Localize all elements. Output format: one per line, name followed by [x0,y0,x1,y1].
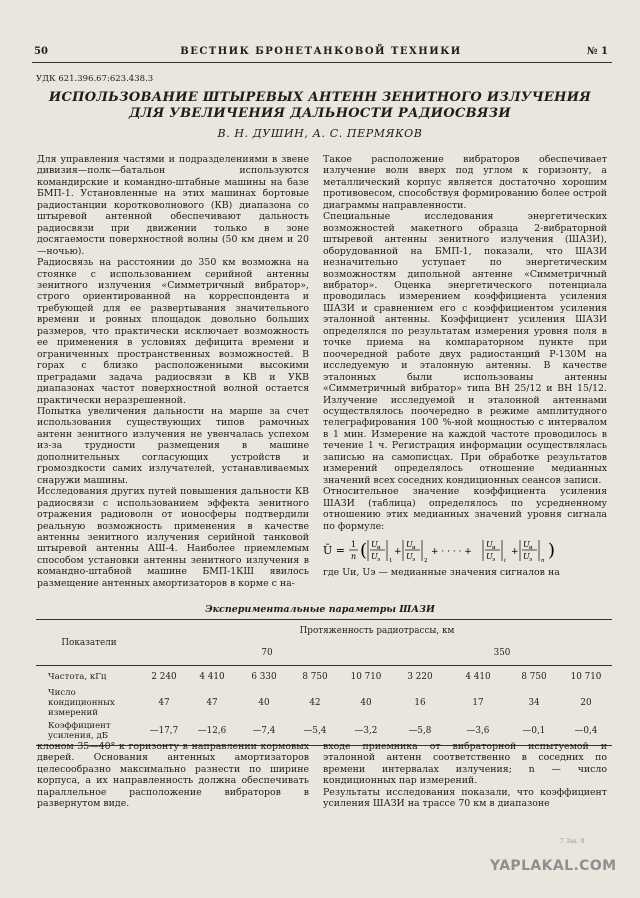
bottom-right-paragraph-1: входе приемника от вибраторной испытуемой и эталонной антенн соответственно в соседних по времени интервалах излучения; n — число кондиционных пар измерений. [323,741,607,787]
svg-text:э: э [492,556,496,563]
svg-text:+: + [511,546,519,557]
table-cell: 4 410 [199,671,225,682]
bottom-left-paragraph: клоном 35—40° к горизонту в направлении кормовых дверей. Основания антенных амортизаторов целесообразно максимально разнести по ширине корпуса, а их направленность должна обеспечивать параллельное расположение вибраторов в развернутом виде. [37,741,309,810]
svg-text:и: и [492,544,496,551]
table-cell: 6 330 [251,671,277,682]
table-cell-label: Частота, кГц [48,671,107,682]
table-cell: 40 [258,697,270,708]
table-cell: 8 750 [302,671,328,682]
header-rule [32,62,612,63]
article-title [40,90,600,122]
table-cell: —17,7 [149,726,179,737]
udk-code: УДК 621.396.67:623.438.3 [36,74,154,84]
table-cell: 40 [360,697,372,708]
table-cell: —5,8 [408,726,432,737]
table-span-header: Протяженность радиотрассы, км [299,625,455,636]
left-paragraph-4: Исследования других путей повышения дальности КВ радиосвязи с использованием эффекта зенитного отражения радиоволн от ионосферы подтвердили реальную возможность применения в качестве антенны зенитного излучения серийной танковой штыревой антенны АШ-4. Наиболее приемлемым способом установки антенны зенитного излучения в командно-штабной машине БМП-1КШ явилось размещение антенных амортизаторов в корме с на- [37,486,309,589]
formula-frac-num: 1 [351,539,357,549]
page-number: 50 [34,46,48,57]
parameters-table [36,619,612,746]
table-cell: 2 240 [151,671,177,682]
title-line-2: ДЛЯ УВЕЛИЧЕНИЯ ДАЛЬНОСТИ РАДИОСВЯЗИ [129,106,511,121]
svg-text:и: и [529,544,533,551]
svg-text:U: U [486,551,493,561]
watermark: YAPLAKAL.COM [490,858,617,874]
bottom-left-column [37,741,309,831]
bottom-right-column [323,741,607,831]
svg-text:U: U [486,539,493,549]
table-cell-label: Число кондиционных измерений [48,687,115,718]
table-cell: —5,4 [303,726,327,737]
table-cell: —3,6 [466,726,490,737]
svg-text:U: U [523,539,530,549]
table-row-header: Показатели [61,637,117,648]
left-paragraph-1: Для управления частями и подразделениями в звене дивизия—полк—батальон используются командирские и командно-штабные машины на базе БМП-1. Установленные на этих машинах бортовые радиостанции коротковолнового (КВ) диапазона со штыревой антенной обеспечивают дальность радиосвязи при движении только в зоне досягаемости поверхностной волны (50 км днем и 20—ночью). [37,154,309,257]
table-cell: 10 710 [350,671,382,682]
table-cell: 4 410 [465,671,491,682]
bottom-right-paragraph-2: Результаты исследования показали, что коэффициент усиления ШАЗИ на трассе 70 км в диапазоне [323,786,607,810]
right-paragraph-2: Специальные исследования энергетических возможностей макетного образца 2-вибраторной штыревой антенны зенитного излучения (ШАЗИ), оборудованной на БМП-1, показали, что ШАЗИ незначительно уступает по энергетическим возможностям дипольной антенне «Симметричный вибратор». Оценка энергетического потенциала проводилась измерением коэффициента усиления ШАЗИ и сравнением его с коэффициентом усиления эталонной антенны. Коэффициент усиления ШАЗИ определялся по результатам измерения уровня поля в точке приема на компараторном пункте при поочередной работе двух радиостанций Р-130М на исследуемую и эталонную антенны. В качестве эталонных были использованы антенны «Симметричный вибратор» типа ВН 25/12 и ВН 15/12. Излучение исследуемой и эталонной антеннами осуществлялось поочередно в режиме амплитудного телеграфирования 100 %-ной мощностью с интервалом в 1 мин. Измерение на каждой частоте проводилось в течение 1 ч. Регистрация информации осуществлялась записью на самописцах. При обработке результатов измерений определялось отношение медианных значений всех соседних кондиционных сеансов записи. [323,211,607,486]
table-cell: 34 [528,697,540,708]
left-paragraph-3: Попытка увеличения дальности на марше за счет использования существующих типов рамочных антенн зенитного излучения не увенчалась успехом из-за трудности размещения в машине дополнительных согласующих устройств и громоздкости самих излучателей, устанавливаемых снаружи машины. [37,405,309,486]
table-cell: 47 [206,697,218,708]
svg-text:э: э [377,556,381,563]
gain-formula [323,535,607,565]
title-line-1: ИСПОЛЬЗОВАНИЕ ШТЫРЕВЫХ АНТЕНН ЗЕНИТНОГО ИЗЛУЧЕНИЯ [48,90,592,105]
running-header [34,46,608,60]
table-cell: 8 750 [521,671,547,682]
right-paragraph-3: Относительное значение коэффициента усиления ШАЗИ (таблица) определялось по усредненному отношению этих медианных значений уровня сигнала по формуле: [323,486,607,532]
article-authors: В. Н. ДУШИН, А. С. ПЕРМЯКОВ [217,127,423,140]
svg-text:U: U [406,539,413,549]
table-group-350: 350 [493,648,511,659]
formula-graphic [323,535,603,565]
table-cell: 20 [580,697,592,708]
table-row [36,666,612,688]
svg-text:U: U [523,551,530,561]
table-cell: 47 [158,697,170,708]
issue-number: № 1 [586,46,608,57]
svg-text:(: ( [360,539,368,561]
formula-frac-den: n [351,551,357,561]
svg-text:U: U [371,539,378,549]
svg-text:2: 2 [424,557,428,564]
right-column [323,154,607,586]
svg-text:n: n [541,557,545,564]
left-column [37,154,309,590]
svg-text:): ) [548,539,556,561]
table-cell-label: Коэффициент усиления, дБ [48,721,111,742]
svg-text:U: U [371,551,378,561]
table-cell: —0,1 [522,726,546,737]
table-cell: 16 [414,697,426,708]
svg-text:э: э [412,556,416,563]
table-cell: 42 [309,697,321,708]
table-cell: —0,4 [574,726,598,737]
table-row [36,688,612,718]
svg-text:+ · · · · +: + · · · · + [431,546,472,557]
table-caption: Экспериментальные параметры ШАЗИ [205,604,435,615]
formula-lhs: Ū = [323,543,345,557]
table-cell: —3,2 [354,726,378,737]
svg-text:i: i [504,557,506,564]
table-cell: 17 [472,697,484,708]
journal-title: ВЕСТНИК БРОНЕТАНКОВОЙ ТЕХНИКИ [180,46,462,57]
table-cell: 10 710 [570,671,602,682]
svg-text:э: э [529,556,533,563]
svg-text:и: и [377,544,381,551]
table-cell: 3 220 [407,671,433,682]
table-cell: —7,4 [252,726,276,737]
svg-text:U: U [406,551,413,561]
table-group-70: 70 [261,648,273,659]
svg-text:+: + [394,546,402,557]
print-footnote: 7 Зак. 8 [560,838,585,845]
right-paragraph-1: Такое расположение вибраторов обеспечивает излучение волн вверх под углом к горизонту, а металлический корпус является достаточно хорошим противовесом, способствуя формированию более острой диаграммы направленности. [323,154,607,211]
left-paragraph-2: Радиосвязь на расстоянии до 350 км возможна на стоянке с использованием серийной антенны зенитного излучения «Симметричный вибратор», строго ориентированной на корреспондента и требующей для ее развертывания значительного времени и ровных площадок довольно больших размеров, что практически исключает возможность ее применения в условиях дефицита времени и ограниченных пространственных возможностей. В горах с близко расположенными высокими преградами задача радиосвязи в КВ и УКВ диапазонах частот поверхностной волной остается практически неразрешенной. [37,257,309,406]
table-cell: —12,6 [197,726,227,737]
svg-text:и: и [412,544,416,551]
svg-text:1: 1 [389,557,393,564]
formula-legend: где Uи, Uэ — медианные значения сигналов на [323,566,560,578]
